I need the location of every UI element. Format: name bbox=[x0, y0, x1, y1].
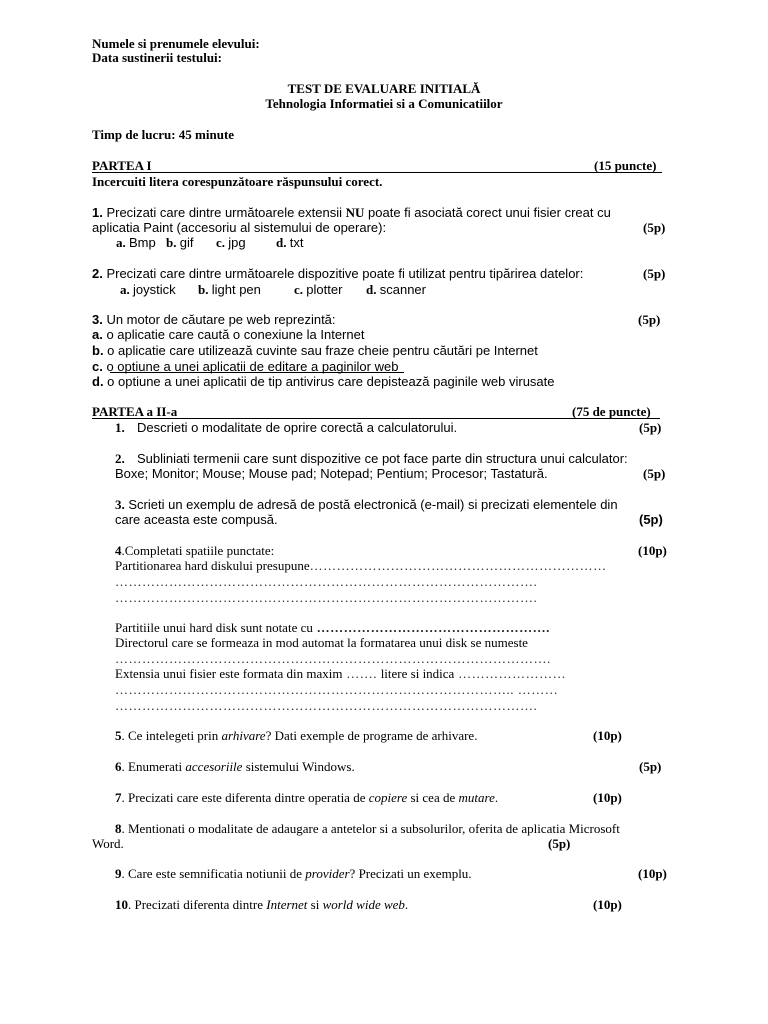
part1-rule bbox=[92, 172, 662, 173]
question-number: 1. bbox=[92, 205, 103, 220]
p2-question-9: 9. Care este semnificatia notiunii de provider? Precizati un exemplu. bbox=[115, 866, 472, 881]
question-text: Descrieti o modalitate de oprire corectă a calculatorului. bbox=[137, 420, 458, 435]
p2-q8-points: (5p) bbox=[548, 836, 571, 851]
option-b[interactable]: b. gif bbox=[166, 235, 194, 250]
p2-question-10: 10. Precizati diferenta dintre Internet si world wide web. bbox=[115, 897, 409, 912]
p1-question-1 bbox=[92, 205, 611, 220]
fill-line-partitii: Partitiile unui hard disk sunt notate cu ……………………………………………. bbox=[115, 620, 550, 635]
option-d[interactable]: d. txt bbox=[276, 235, 304, 250]
p2-question-8-line2: Word. bbox=[92, 836, 124, 851]
blank-field[interactable]: …………………………………………………………………………………. bbox=[115, 574, 538, 589]
question-number: 3. bbox=[92, 312, 103, 327]
test-date-label: Data sustinerii testului: bbox=[92, 50, 222, 65]
p2-question-2 bbox=[115, 451, 628, 466]
option-a[interactable]: a. o aplicatie care caută o conexiune la Internet bbox=[92, 327, 365, 342]
option-d[interactable]: d. o optiune a unei aplicatii de tip antivirus care depistează paginile web virusate bbox=[92, 374, 555, 389]
p2-q6-points: (5p) bbox=[639, 759, 662, 774]
p2-question-3-line2: care aceasta este compusă. bbox=[115, 512, 278, 527]
question-number: 1. bbox=[115, 420, 125, 435]
question-text: Un motor de căutare pe web reprezintă: bbox=[102, 312, 336, 327]
p2-q9-points: (10p) bbox=[638, 866, 667, 881]
part1-title: PARTEA I bbox=[92, 158, 152, 173]
question-text: .Completati spatiile punctate: bbox=[121, 543, 275, 558]
fill-line-partitionare: Partitionarea hard diskului presupune………………………………………………………… bbox=[115, 558, 607, 573]
option-b[interactable]: b. light pen bbox=[198, 282, 261, 297]
p1-q1-options bbox=[116, 235, 326, 250]
p1-q2-points: (5p) bbox=[643, 266, 666, 281]
p2-question-5: 5. Ce intelegeti prin arhivare? Dati exemple de programe de arhivare. bbox=[115, 728, 478, 743]
page-subtitle: Tehnologia Informatiei si a Comunicatiilor bbox=[265, 96, 503, 111]
p1-q2-options bbox=[120, 282, 436, 297]
part2-rule bbox=[92, 418, 660, 419]
option-b[interactable]: b. o aplicatie care utilizează cuvinte sau fraze cheie pentru căutări pe Internet bbox=[92, 343, 538, 358]
question-text: Subliniati termenii care sunt dispozitive ce pot face parte din structura unui calculator: bbox=[137, 451, 628, 466]
question-number: 3. bbox=[115, 497, 125, 512]
blank-field[interactable]: …………………………………………………………………………………. bbox=[115, 590, 538, 605]
p2-q7-points: (10p) bbox=[593, 790, 622, 805]
option-c[interactable]: c. jpg bbox=[216, 235, 246, 250]
p2-question-4 bbox=[115, 543, 274, 558]
p2-q5-points: (10p) bbox=[593, 728, 622, 743]
question-text: Precizati care dintre următoarele dispozitive poate fi utilizat pentru tipărirea datelor: bbox=[102, 266, 584, 281]
p2-q2-terms: Boxe; Monitor; Mouse; Mouse pad; Notepad; Pentium; Procesor; Tastatură. bbox=[115, 466, 548, 481]
p1-q3-points: (5p) bbox=[638, 312, 661, 327]
option-c[interactable]: c. o optiune a unei aplicatii de editare a paginilor web bbox=[92, 359, 399, 374]
question-text: Scrieti un exemplu de adresă de postă electronică (e-mail) si precizati elementele din bbox=[124, 497, 618, 512]
p2-question-1 bbox=[115, 420, 457, 435]
blank-field[interactable]: …………………… bbox=[454, 666, 567, 681]
p2-question-7: 7. Precizati care este diferenta dintre operatia de copiere si cea de mutare. bbox=[115, 790, 499, 805]
p2-q10-points: (10p) bbox=[593, 897, 622, 912]
question-number: 2. bbox=[115, 451, 125, 466]
student-name-label: Numele si prenumele elevului: bbox=[92, 36, 260, 51]
blank-field[interactable]: ……………………………………………. bbox=[312, 620, 550, 635]
blank-field[interactable]: ………………………………………………………… bbox=[309, 558, 607, 573]
part2-title: PARTEA a II-a bbox=[92, 404, 178, 419]
p2-q2-points: (5p) bbox=[643, 466, 666, 481]
fill-line-director: Directorul care se formeaza in mod automat la formatarea unui disk se numeste bbox=[115, 635, 528, 650]
question-text: Precizati care dintre următoarele extensii bbox=[102, 205, 346, 220]
page-title: TEST DE EVALUARE INITIALĂ bbox=[287, 81, 481, 96]
blank-field[interactable]: ……………………………………………………………………………………. bbox=[115, 651, 551, 666]
p1-question-1-line2: aplicatia Paint (accesoriu al sistemului de operare): bbox=[92, 220, 387, 235]
duration-label: Timp de lucru: 45 minute bbox=[92, 127, 235, 142]
option-c[interactable]: c. plotter bbox=[294, 282, 343, 297]
part1-points: (15 puncte) bbox=[594, 158, 657, 173]
part2-points: (75 de puncte) bbox=[572, 404, 651, 419]
question-number: 2. bbox=[92, 266, 103, 281]
p1-q1-points: (5p) bbox=[643, 220, 666, 235]
option-a[interactable]: a. joystick bbox=[120, 282, 176, 297]
option-c-underline bbox=[110, 372, 404, 373]
p2-question-6: 6. Enumerati accesoriile sistemului Windows. bbox=[115, 759, 355, 774]
option-a[interactable]: a. Bmp bbox=[116, 235, 156, 250]
option-d[interactable]: d. scanner bbox=[366, 282, 426, 297]
blank-field[interactable]: ……. bbox=[342, 666, 381, 681]
question-text-cont: poate fi asociată corect unui fisier creat cu bbox=[364, 205, 611, 220]
blank-field[interactable]: …………………………………………………………………………….. ……… bbox=[115, 682, 559, 697]
p2-question-3 bbox=[115, 497, 618, 512]
blank-field[interactable]: …………………………………………………………………………………. bbox=[115, 698, 538, 713]
p2-q4-points: (10p) bbox=[638, 543, 667, 558]
emphasis-nu: NU bbox=[345, 205, 365, 220]
question-number: 4 bbox=[115, 543, 122, 558]
part1-instruction: Incercuiti litera corespunzătoare răspunsului corect. bbox=[92, 174, 383, 189]
p2-q3-points: (5p) bbox=[639, 512, 663, 527]
p1-question-3 bbox=[92, 312, 336, 327]
p2-question-8: 8. Mentionati o modalitate de adaugare a antetelor si a subsolurilor, oferita de aplicatia Microsoft bbox=[115, 821, 620, 836]
p2-q1-points: (5p) bbox=[639, 420, 662, 435]
p1-question-2 bbox=[92, 266, 583, 281]
fill-line-extensie: Extensia unui fisier este formata din maxim ……. litere si indica …………………… bbox=[115, 666, 567, 681]
